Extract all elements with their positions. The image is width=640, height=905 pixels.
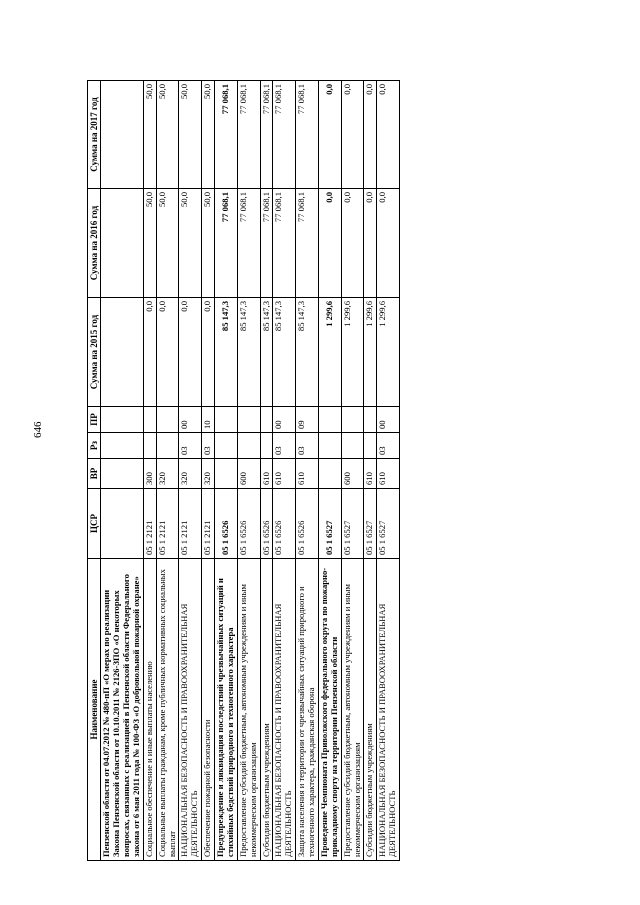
cell-sum-2015: 85 147,3 bbox=[237, 298, 260, 407]
cell-sum-2017: 0,0 bbox=[318, 81, 341, 189]
cell-sum-2016: 0,0 bbox=[364, 189, 377, 298]
cell-sum-2017: 50,0 bbox=[202, 81, 215, 189]
col-header-pr: ПР bbox=[88, 407, 101, 433]
cell-sum-2017: 0,0 bbox=[364, 81, 377, 189]
cell-sum-2015: 0,0 bbox=[156, 298, 179, 407]
cell-sum-2016: 50,0 bbox=[156, 189, 179, 298]
cell-rz bbox=[318, 433, 341, 459]
cell-csr: 05 1 2121 bbox=[143, 489, 156, 559]
table-row bbox=[377, 81, 400, 861]
table-row bbox=[215, 81, 238, 861]
cell-csr: 05 1 2121 bbox=[202, 489, 215, 559]
cell-csr: 05 1 6526 bbox=[273, 489, 296, 559]
cell-rz bbox=[143, 433, 156, 459]
table-row bbox=[260, 81, 273, 861]
cell-csr: 05 1 2121 bbox=[156, 489, 179, 559]
budget-table-container bbox=[87, 81, 400, 861]
cell-vr: 610 bbox=[260, 459, 273, 489]
cell-pr bbox=[364, 407, 377, 433]
cell-sum-2016: 50,0 bbox=[202, 189, 215, 298]
cell-sum-2016: 77 068,1 bbox=[273, 189, 296, 298]
cell-vr: 610 bbox=[364, 459, 377, 489]
cell-rz bbox=[260, 433, 273, 459]
table-row bbox=[202, 81, 215, 861]
table-row bbox=[101, 81, 144, 861]
cell-sum-2015: 85 147,3 bbox=[215, 298, 238, 407]
table-row bbox=[318, 81, 341, 861]
col-header-sum-2016: Сумма на 2016 год bbox=[88, 189, 101, 298]
table-row bbox=[341, 81, 364, 861]
cell-sum-2015: 0,0 bbox=[202, 298, 215, 407]
cell-sum-2016: 0,0 bbox=[341, 189, 364, 298]
cell-pr: 00 bbox=[377, 407, 400, 433]
cell-pr bbox=[341, 407, 364, 433]
cell-pr: 00 bbox=[179, 407, 202, 433]
cell-csr: 05 1 6527 bbox=[318, 489, 341, 559]
cell-pr bbox=[101, 407, 144, 433]
cell-sum-2017: 0,0 bbox=[377, 81, 400, 189]
cell-rz: 03 bbox=[296, 433, 319, 459]
cell-sum-2017: 50,0 bbox=[156, 81, 179, 189]
col-header-sum-2015: Сумма на 2015 год bbox=[88, 298, 101, 407]
cell-csr: 05 1 2121 bbox=[179, 489, 202, 559]
cell-vr bbox=[215, 459, 238, 489]
table-body bbox=[101, 81, 400, 861]
cell-sum-2016: 77 068,1 bbox=[260, 189, 273, 298]
cell-name: Обеспечение пожарной безопасности bbox=[202, 559, 215, 861]
cell-sum-2017: 77 068,1 bbox=[260, 81, 273, 189]
cell-sum-2017: 50,0 bbox=[179, 81, 202, 189]
cell-name: НАЦИОНАЛЬНАЯ БЕЗОПАСНОСТЬ И ПРАВООХРАНИТЕЛЬНАЯ ДЕЯТЕЛЬНОСТЬ bbox=[179, 559, 202, 861]
cell-rz bbox=[101, 433, 144, 459]
cell-rz bbox=[341, 433, 364, 459]
cell-name: НАЦИОНАЛЬНАЯ БЕЗОПАСНОСТЬ И ПРАВООХРАНИТЕЛЬНАЯ ДЕЯТЕЛЬНОСТЬ bbox=[273, 559, 296, 861]
cell-pr bbox=[156, 407, 179, 433]
col-header-name: Наименование bbox=[88, 559, 101, 861]
cell-sum-2017: 77 068,1 bbox=[237, 81, 260, 189]
cell-vr: 320 bbox=[202, 459, 215, 489]
cell-sum-2015: 1 299,6 bbox=[377, 298, 400, 407]
cell-sum-2017: 77 068,1 bbox=[273, 81, 296, 189]
cell-rz bbox=[237, 433, 260, 459]
cell-sum-2016: 0,0 bbox=[318, 189, 341, 298]
cell-pr bbox=[237, 407, 260, 433]
cell-sum-2015: 1 299,6 bbox=[318, 298, 341, 407]
cell-name: Проведение Чемпионата Приволжского федерального округа по пожарно-прикладному спорту на территории Пензенской области bbox=[318, 559, 341, 861]
cell-csr: 05 1 6527 bbox=[377, 489, 400, 559]
cell-csr: 05 1 6527 bbox=[364, 489, 377, 559]
cell-vr: 320 bbox=[156, 459, 179, 489]
cell-pr bbox=[215, 407, 238, 433]
cell-sum-2017: 50,0 bbox=[143, 81, 156, 189]
cell-vr: 600 bbox=[341, 459, 364, 489]
cell-sum-2015: 0,0 bbox=[179, 298, 202, 407]
cell-name: Субсидии бюджетным учреждениям bbox=[260, 559, 273, 861]
cell-sum-2015: 85 147,3 bbox=[273, 298, 296, 407]
cell-csr: 05 1 6526 bbox=[237, 489, 260, 559]
cell-pr: 09 bbox=[296, 407, 319, 433]
cell-sum-2017: 77 068,1 bbox=[296, 81, 319, 189]
cell-csr: 05 1 6526 bbox=[296, 489, 319, 559]
col-header-rz: Рз bbox=[88, 433, 101, 459]
cell-pr: 00 bbox=[273, 407, 296, 433]
cell-name: Защита населения и территории от чрезвычайных ситуаций природного и техногенного характера, гражданская оборона bbox=[296, 559, 319, 861]
cell-rz bbox=[215, 433, 238, 459]
cell-pr bbox=[260, 407, 273, 433]
col-header-csr: ЦСР bbox=[88, 489, 101, 559]
cell-sum-2016: 50,0 bbox=[179, 189, 202, 298]
cell-vr: 300 bbox=[143, 459, 156, 489]
cell-vr: 600 bbox=[237, 459, 260, 489]
cell-sum-2016: 50,0 bbox=[143, 189, 156, 298]
cell-sum-2017: 77 068,1 bbox=[215, 81, 238, 189]
table-row bbox=[273, 81, 296, 861]
page-number: 646 bbox=[32, 421, 44, 438]
table-row bbox=[156, 81, 179, 861]
cell-sum-2017: 0,0 bbox=[341, 81, 364, 189]
col-header-vr: ВР bbox=[88, 459, 101, 489]
cell-sum-2015: 85 147,3 bbox=[296, 298, 319, 407]
table-row bbox=[179, 81, 202, 861]
cell-vr: 610 bbox=[296, 459, 319, 489]
cell-sum-2017 bbox=[101, 81, 144, 189]
cell-vr bbox=[318, 459, 341, 489]
cell-sum-2015: 0,0 bbox=[143, 298, 156, 407]
cell-name: Пензенской области от 04.07.2012 № 480-пП «О мерах по реализации Закона Пензенской области от 10.10.2011 № 2126-ЗПО «О некоторых вопросах, связанных с реализацией в Пензенской области Федерального закона от 6 мая 2011 года № 100-ФЗ «О добровольной пожарной охране» bbox=[101, 559, 144, 861]
cell-pr bbox=[318, 407, 341, 433]
cell-sum-2015 bbox=[101, 298, 144, 407]
cell-csr bbox=[101, 489, 144, 559]
cell-name: Предупреждение и ликвидация последствий чрезвычайных ситуаций и стихийных бедствий природного и техногенного характера bbox=[215, 559, 238, 861]
cell-csr: 05 1 6527 bbox=[341, 489, 364, 559]
table-row bbox=[237, 81, 260, 861]
cell-sum-2015: 1 299,6 bbox=[364, 298, 377, 407]
cell-sum-2016: 77 068,1 bbox=[237, 189, 260, 298]
cell-pr: 10 bbox=[202, 407, 215, 433]
cell-sum-2016: 0,0 bbox=[377, 189, 400, 298]
header-row bbox=[88, 81, 101, 861]
cell-sum-2016 bbox=[101, 189, 144, 298]
col-header-sum-2017: Сумма на 2017 год bbox=[88, 81, 101, 189]
cell-name: Социальное обеспечение и иные выплаты населению bbox=[143, 559, 156, 861]
cell-rz bbox=[364, 433, 377, 459]
cell-vr bbox=[101, 459, 144, 489]
cell-sum-2016: 77 068,1 bbox=[215, 189, 238, 298]
cell-csr: 05 1 6526 bbox=[260, 489, 273, 559]
cell-rz: 03 bbox=[202, 433, 215, 459]
cell-sum-2015: 85 147,3 bbox=[260, 298, 273, 407]
table-row bbox=[143, 81, 156, 861]
cell-sum-2016: 77 068,1 bbox=[296, 189, 319, 298]
budget-table bbox=[87, 80, 400, 861]
cell-sum-2015: 1 299,6 bbox=[341, 298, 364, 407]
cell-rz: 03 bbox=[179, 433, 202, 459]
cell-vr: 320 bbox=[179, 459, 202, 489]
cell-name: НАЦИОНАЛЬНАЯ БЕЗОПАСНОСТЬ И ПРАВООХРАНИТЕЛЬНАЯ ДЕЯТЕЛЬНОСТЬ bbox=[377, 559, 400, 861]
cell-csr: 05 1 6526 bbox=[215, 489, 238, 559]
cell-rz: 03 bbox=[273, 433, 296, 459]
cell-name: Субсидии бюджетным учреждениям bbox=[364, 559, 377, 861]
cell-rz: 03 bbox=[377, 433, 400, 459]
table-row bbox=[364, 81, 377, 861]
cell-vr: 610 bbox=[273, 459, 296, 489]
cell-pr bbox=[143, 407, 156, 433]
cell-name: Предоставление субсидий бюджетным, автономным учреждениям и иным некоммерческим организациям bbox=[341, 559, 364, 861]
cell-name: Социальные выплаты гражданам, кроме публичных нормативных социальных выплат bbox=[156, 559, 179, 861]
table-row bbox=[296, 81, 319, 861]
cell-name: Предоставление субсидий бюджетным, автономным учреждениям и иным некоммерческим организациям bbox=[237, 559, 260, 861]
cell-rz bbox=[156, 433, 179, 459]
cell-vr: 610 bbox=[377, 459, 400, 489]
